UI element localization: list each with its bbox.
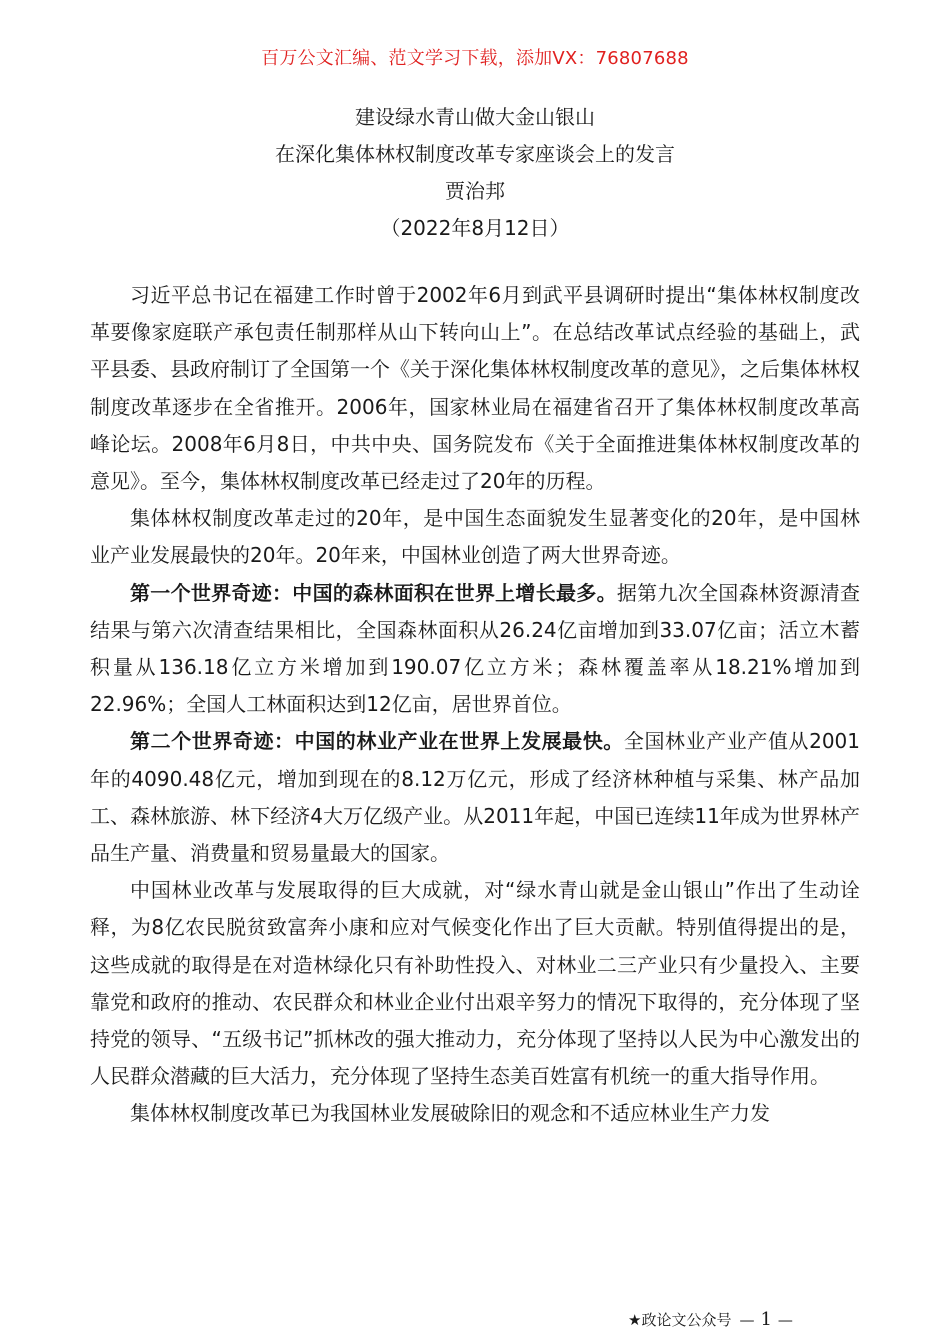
paragraph-3-lead: 第一个世界奇迹：中国的森林面积在世界上增长最多。 (130, 580, 617, 605)
paragraph-1: 习近平总书记在福建工作时曾于2002年6月到武平县调研时提出“集体林权制度改革要像家庭联产承包责任制那样从山下转向山上”。在总结改革试点经验的基础上，武平县委、县政府制订了全国第一个《关于深化集体林权制度改革的意见》，之后集体林权制度改革逐步在全省推开。2006年，国家林业局在福建省召开了集体林权制度改革高峰论坛。2008年6月8日，中共中央、国务院发布《关于全面推进集体林权制度改革的意见》。至今，集体林权制度改革已经走过了20年的历程。 (90, 283, 860, 494)
download-banner: 百万公文汇编、范文学习下载，添加VX：76807688 (261, 48, 689, 69)
speech-date: （2022年8月12日） (380, 216, 570, 240)
footer-dash-left: — (739, 1311, 755, 1329)
main-title: 建设绿水青山做大金山银山 (355, 105, 595, 129)
footer-dash-right: — (777, 1311, 793, 1329)
paragraph-5: 中国林业改革与发展取得的巨大成就，对“绿水青山就是金山银山”作出了生动诠释，为8亿农民脱贫致富奔小康和应对气候变化作出了巨大贡献。特别值得提出的是，这些成就的取得是在对造林绿化只有补助性投入、对林业二三产业只有少量投入、主要靠党和政府的推动、农民群众和林业企业付出艰辛努力的情况下取得的，充分体现了坚持党的领导、“五级书记”抓林改的强大推动力，充分体现了坚持以人民为中心激发出的人民群众潜藏的巨大活力，充分体现了坚持生态美百姓富有机统一的重大指导作用。 (90, 878, 860, 1089)
title-block (0, 99, 950, 247)
paragraph-4-text: 全国林业产业产值从2001年的4090.48亿元，增加到现在的8.12万亿元，形成了经济林种植与采集、林产品加工、森林旅游、林下经济4大万亿级产业。从2011年起，中国已连续11年成为世界林产品生产量、消费量和贸易量最大的国家。 (90, 729, 860, 866)
footer-source: ★政论文公众号 (628, 1311, 732, 1329)
paragraph-3 (90, 575, 860, 724)
paragraph-4-lead: 第二个世界奇迹：中国的林业产业在世界上发展最快。 (130, 729, 624, 754)
paragraph-6: 集体林权制度改革已为我国林业发展破除旧的观念和不适应林业生产力发 (130, 1101, 770, 1126)
article-body (90, 277, 860, 1133)
subtitle: 在深化集体林权制度改革专家座谈会上的发言 (275, 142, 675, 166)
paragraph-2: 集体林权制度改革走过的20年，是中国生态面貌发生显著变化的20年，是中国林业产业发展最快的20年。20年来，中国林业创造了两大世界奇迹。 (90, 506, 860, 568)
paragraph-3-text: 据第九次全国森林资源清查结果与第六次清查结果相比，全国森林面积从26.24亿亩增加到33.07亿亩；活立木蓄积量从136.18亿立方米增加到190.07亿立方米；森林覆盖率从18.21%增加到22.96%；全国人工林面积达到12亿亩，居世界首位。 (90, 580, 861, 717)
page-number: 1 (760, 1309, 772, 1330)
paragraph-4 (90, 723, 860, 872)
author-name: 贾治邦 (445, 179, 505, 203)
page-footer (628, 1310, 793, 1330)
